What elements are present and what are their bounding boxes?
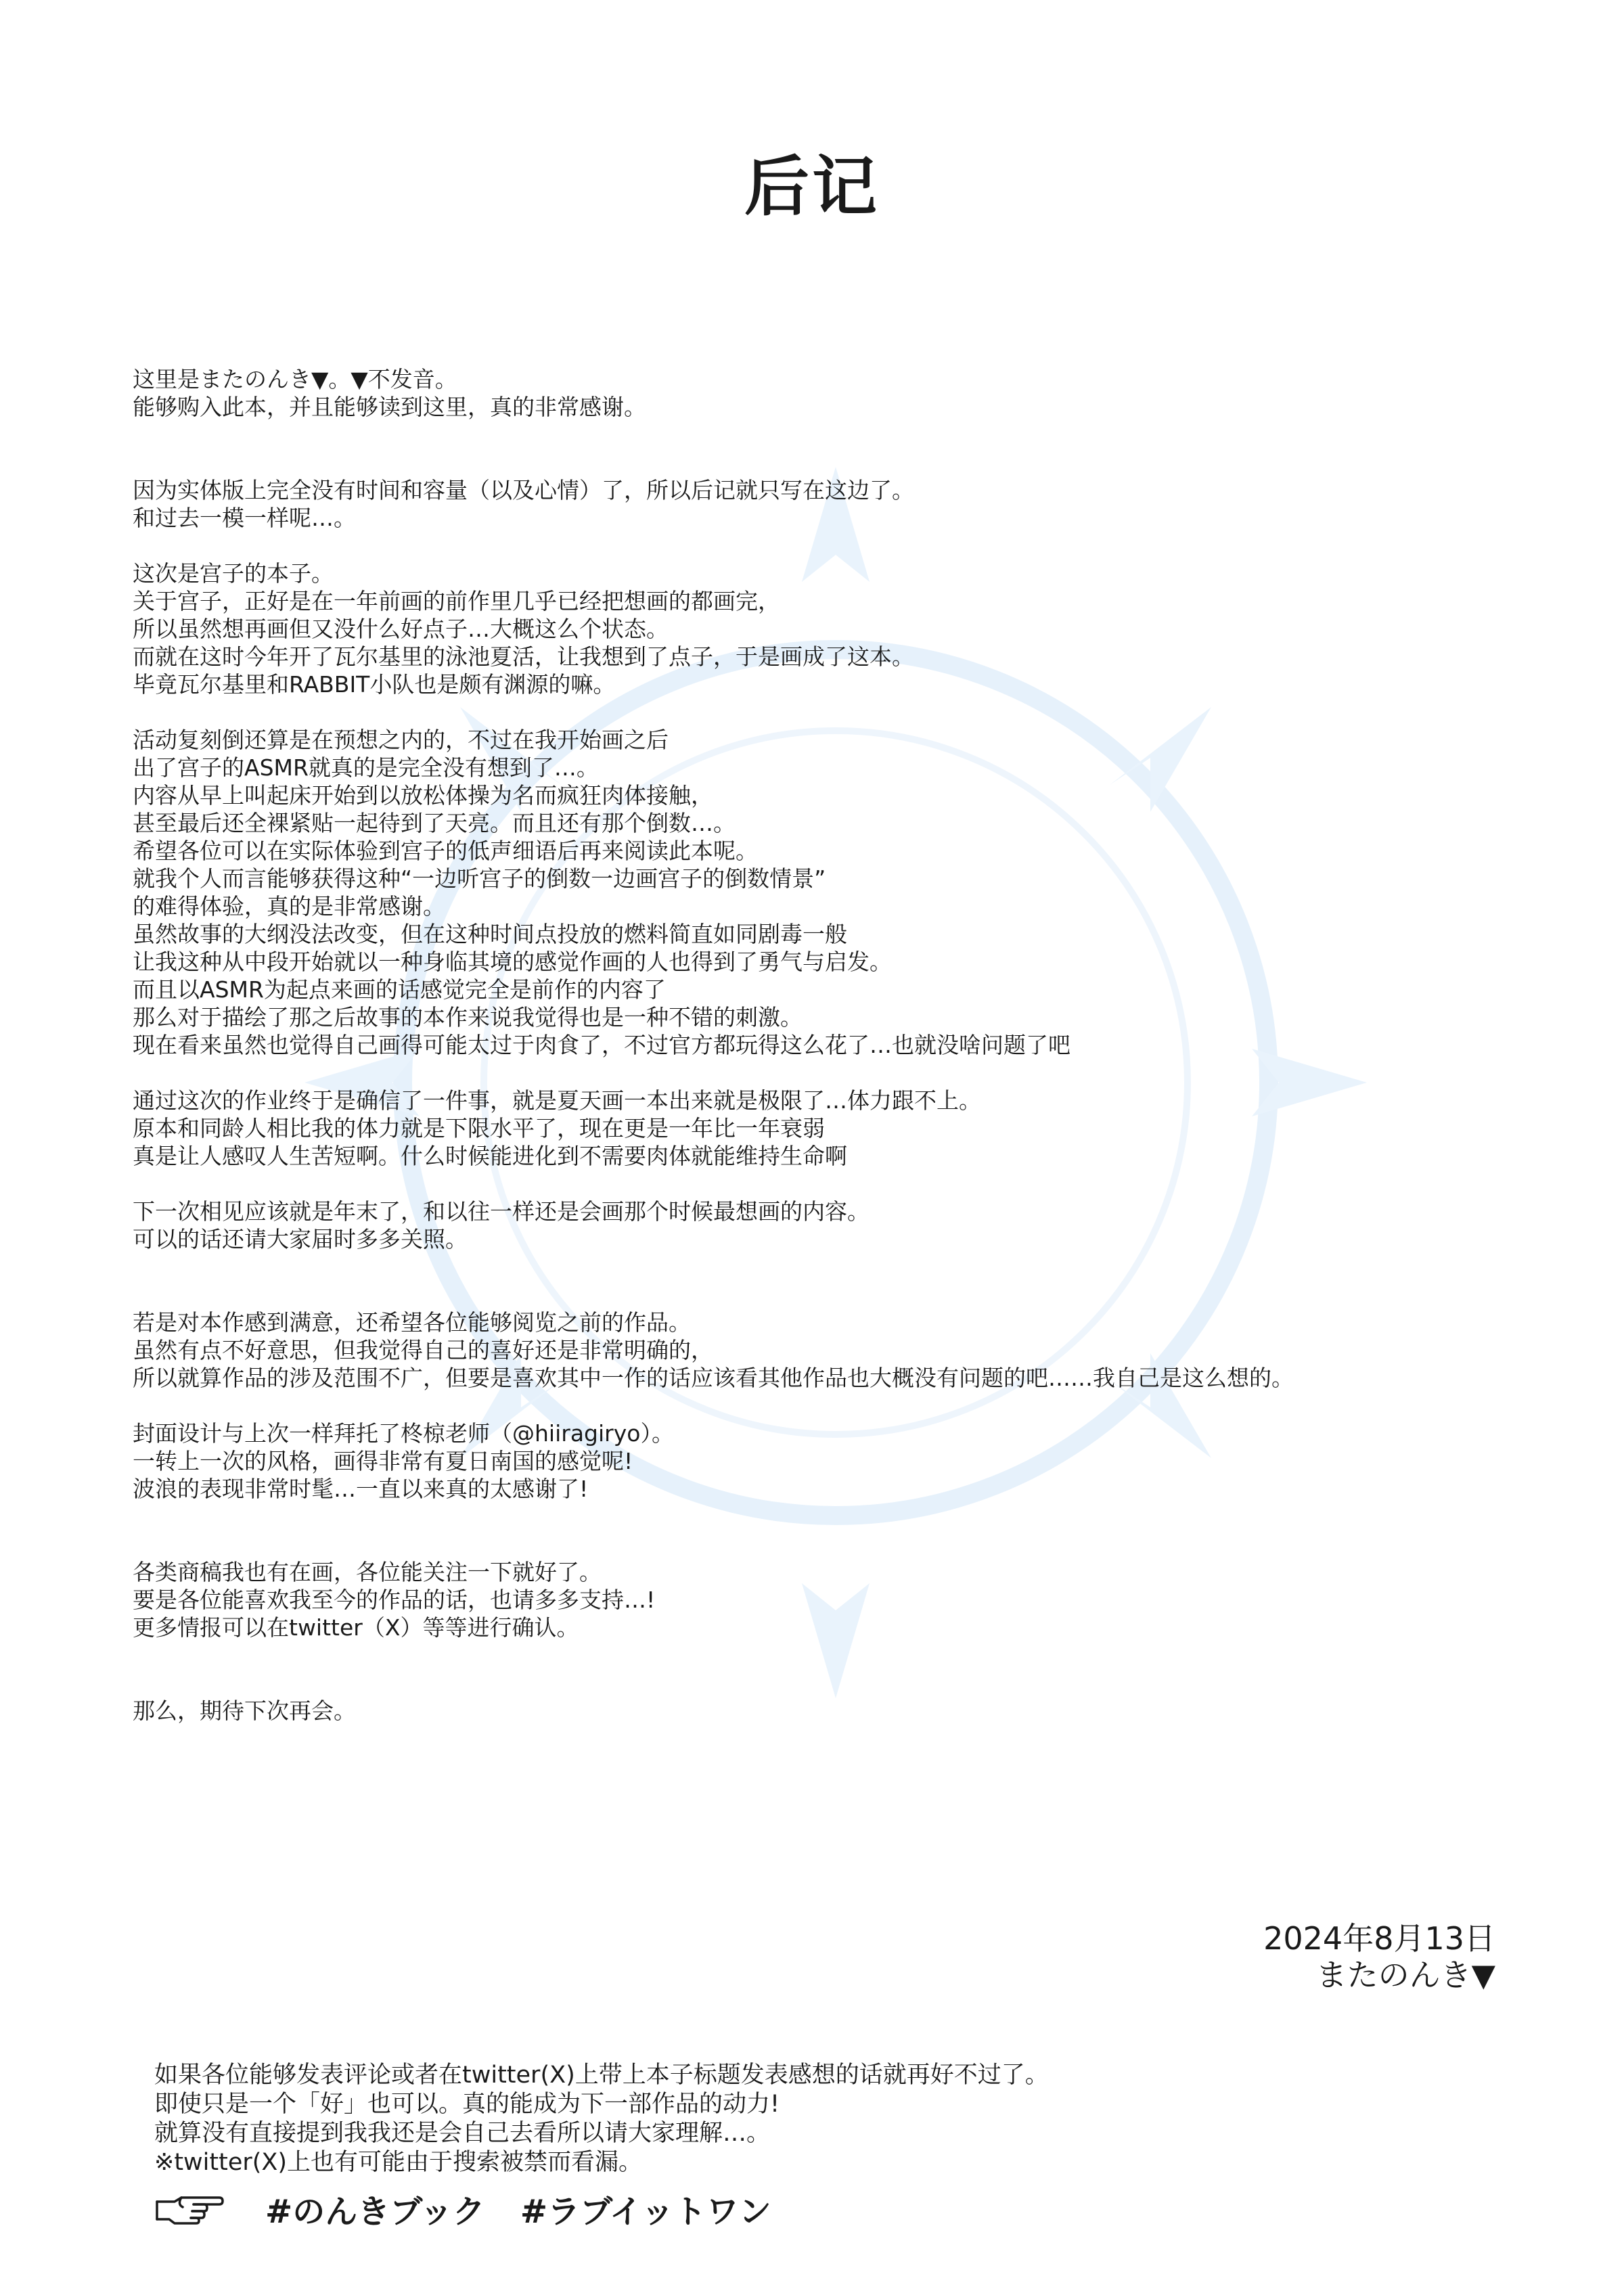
hashtag-row xyxy=(154,2188,807,2229)
hashtag-nonki-book[interactable]: #のんきブック xyxy=(265,2192,485,2231)
body-line: 各类商稿我也有在画，各位能关注一下就好了。 xyxy=(133,1559,602,1585)
body-line: 这里是またのんき▼。▼不发音。 xyxy=(133,366,457,392)
body-line: 让我这种从中段开始就以一种身临其境的感觉作画的人也得到了勇气与启发。 xyxy=(133,949,892,975)
body-line: 内容从早上叫起床开始到以放松体操为名而疯狂肉体接触， xyxy=(133,782,713,809)
body-line: 甚至最后还全裸紧贴一起待到了天亮。而且还有那个倒数…。 xyxy=(133,810,736,836)
signature xyxy=(1263,1920,1495,1993)
body-line: 通过这次的作业终于是确信了一件事，就是夏天画一本出来就是极限了…体力跟不上。 xyxy=(133,1087,981,1114)
body-line: 和过去一模一样呢…。 xyxy=(133,505,356,531)
body-line: 的难得体验，真的是非常感谢。 xyxy=(133,893,445,920)
body-line xyxy=(133,1641,1608,1669)
body-line: 更多情报可以在twitter（X）等等进行确认。 xyxy=(133,1614,579,1641)
body-line xyxy=(133,1059,1608,1087)
body-line: 封面设计与上次一样拜托了柊椋老师（@hiiragiryo）。 xyxy=(133,1420,674,1447)
body-line xyxy=(133,421,1608,449)
body-line xyxy=(133,1281,1608,1309)
body-line: 虽然有点不好意思，但我觉得自己的喜好还是非常明确的， xyxy=(133,1337,713,1363)
body-line xyxy=(133,698,1608,726)
body-line: 而且以ASMR为起点来画的话感觉完全是前作的内容了 xyxy=(133,976,666,1003)
body-line: 毕竟瓦尔基里和RABBIT小队也是颇有渊源的嘛。 xyxy=(133,671,616,698)
body-line: 那么对于描绘了那之后故事的本作来说我觉得也是一种不错的刺激。 xyxy=(133,1004,803,1030)
body-line: 所以虽然想再画但又没什么好点子…大概这么个状态。 xyxy=(133,616,669,642)
body-line xyxy=(133,1669,1608,1697)
body-line: 波浪的表现非常时髦…一直以来真的太感谢了! xyxy=(133,1476,589,1502)
body-line: 现在看来虽然也觉得自己画得可能太过于肉食了，不过官方都玩得这么花了…也就没啥问题了吧 xyxy=(133,1032,1070,1058)
body-line xyxy=(133,532,1608,560)
body-line: 出了宫子的ASMR就真的是完全没有想到了…。 xyxy=(133,754,599,781)
body-line: 这次是宫子的本子。 xyxy=(133,560,334,587)
body-line: 虽然故事的大纲没法改变，但在这种时间点投放的燃料简直如同剧毒一般 xyxy=(133,921,847,947)
body-line xyxy=(133,1530,1608,1558)
body-line xyxy=(133,449,1608,476)
body-line: 就我个人而言能够获得这种“一边听宫子的倒数一边画宫子的倒数情景” xyxy=(133,865,826,892)
body-line: 那么，期待下次再会。 xyxy=(133,1698,356,1724)
body-line: 因为实体版上完全没有时间和容量（以及心情）了，所以后记就只写在这边了。 xyxy=(133,477,914,503)
body-line: 下一次相见应该就是年末了，和以往一样还是会画那个时候最想画的内容。 xyxy=(133,1198,870,1225)
body-line xyxy=(133,1170,1608,1198)
body-line: 一转上一次的风格，画得非常有夏日南国的感觉呢! xyxy=(133,1448,633,1474)
body-line: 真是让人感叹人生苦短啊。什么时候能进化到不需要肉体就能维持生命啊 xyxy=(133,1143,847,1169)
body-line xyxy=(133,1392,1608,1420)
body-line: 所以就算作品的涉及范围不广，但要是喜欢其中一作的话应该看其他作品也大概没有问题的吧……我自己是这么想的。 xyxy=(133,1365,1294,1391)
afterword-body xyxy=(133,365,1608,1752)
hashtag-love-it-one[interactable]: #ラブイットワン xyxy=(520,2192,771,2231)
body-line xyxy=(133,1725,1608,1752)
body-line xyxy=(133,1253,1608,1281)
signature-date: 2024年8月13日 xyxy=(1263,1920,1495,1957)
footer-line: 即使只是一个「好」也可以。真的能成为下一部作品的动力! xyxy=(154,2091,780,2118)
body-line: 能够购入此本，并且能够读到这里，真的非常感谢。 xyxy=(133,394,646,420)
body-line: 而就在这时今年开了瓦尔基里的泳池夏活，让我想到了点子，于是画成了这本。 xyxy=(133,643,914,670)
page-title: 后记 xyxy=(744,149,880,225)
body-line: 可以的话还请大家届时多多关照。 xyxy=(133,1226,468,1252)
body-line: 希望各位可以在实际体验到宫子的低声细语后再来阅读此本呢。 xyxy=(133,838,758,864)
body-line: 要是各位能喜欢我至今的作品的话，也请多多支持…! xyxy=(133,1587,656,1613)
body-line: 关于宫子，正好是在一年前画的前作里几乎已经把想画的都画完， xyxy=(133,588,780,614)
pointing-hand-icon xyxy=(154,2192,225,2225)
footer-line: 就算没有直接提到我我还是会自己去看所以请大家理解…。 xyxy=(154,2120,771,2147)
footer-line: ※twitter(X)上也有可能由于搜索被禁而看漏。 xyxy=(154,2149,643,2176)
body-line: 若是对本作感到满意，还希望各位能够阅览之前的作品。 xyxy=(133,1309,691,1336)
footer-line: 如果各位能够发表评论或者在twitter(X)上带上本子标题发表感想的话就再好不过了。 xyxy=(154,2062,1049,2089)
body-line xyxy=(133,1503,1608,1530)
body-line: 原本和同龄人相比我的体力就是下限水平了，现在更是一年比一年衰弱 xyxy=(133,1115,825,1141)
signature-author: またのんき▼ xyxy=(1315,1957,1495,1993)
footer-notes xyxy=(154,2061,1049,2177)
body-line: 活动复刻倒还算是在预想之内的，不过在我开始画之后 xyxy=(133,727,669,753)
